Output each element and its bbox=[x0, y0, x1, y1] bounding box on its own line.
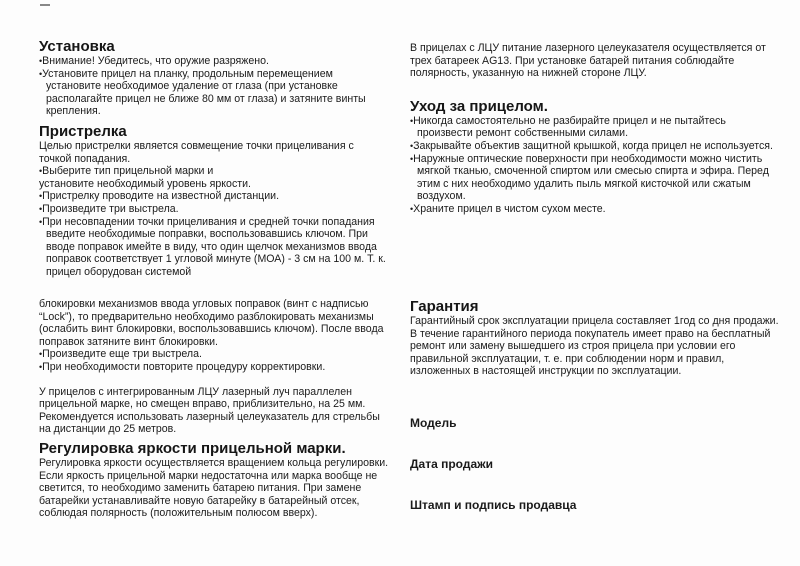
right-column-top bbox=[410, 42, 780, 216]
left-column-bottom bbox=[39, 298, 389, 520]
bullet-item: • Закрывайте объектив защитной крышкой, когда прицел не используется. bbox=[410, 140, 780, 153]
field-sale-date: Дата продажи bbox=[410, 457, 494, 471]
section-title-warranty: Гарантия bbox=[410, 298, 479, 315]
scan-mark bbox=[40, 4, 50, 6]
paragraph: У прицелов с интегрированным ЛЦУ лазерный луч параллелен прицельной марке, но смещен вправо, приблизительно, на 25 мм. Рекомендуется использовать лазерный целеуказатель для стрельбы на дистанции до 25 метров. bbox=[39, 385, 380, 436]
left-column-top bbox=[39, 38, 389, 279]
bullet-item: • При несовпадении точки прицеливания и средней точки попадания введите необходимые поправки, воспользовавшись ключом. При вводе поправок имейте в виду, что один щелчок механизмов ввода поправок соответствует 1 угловой минуте (МОА) - 3 см на 100 м. Т. к. прицел оборудован системой bbox=[39, 216, 389, 279]
bullet-item: • Установите прицел на планку, продольным перемещением установите необходимое удаление от глаза (при установке располагайте прицел не ближе 80 мм от глаза) и затяните винты крепления. bbox=[39, 68, 389, 118]
bullet-item: • Произведите три выстрела. bbox=[39, 203, 389, 216]
paragraph: В прицелах с ЛЦУ питание лазерного целеуказателя осуществляется от трех батареек AG13. При установке батарей питания соблюдайте полярность, указанную на нижней стороне ЛЦУ. bbox=[410, 42, 766, 80]
paragraph: Регулировка яркости осуществляется вращением кольца регулировки. Если яркость прицельной марки недостаточна или марка вообще не светится, то необходимо заменить батарею питания. При замене батарейки устанавливайте новую батарейку в батарейный отсек, соблюдая полярность (положительным полюсом вверх). bbox=[39, 456, 389, 520]
bullet-item: • Храните прицел в чистом сухом месте. bbox=[410, 203, 780, 216]
paragraph: блокировки механизмов ввода угловых поправок (винт с надписью “Lock”), то предварительно необходимо разблокировать механизмы (ослабить винт блокировки, воспользовавшись ключом). После ввода поправок затяните винт блокировки. bbox=[39, 298, 384, 348]
bullet-item: • При необходимости повторите процедуру корректировки. bbox=[39, 361, 389, 374]
field-stamp: Штамп и подпись продавца bbox=[410, 498, 577, 512]
section-title-care: Уход за прицелом. bbox=[410, 97, 548, 115]
bullet-item: • Никогда самостоятельно не разбирайте прицел и не пытайтесь произвести ремонт собственными силами. bbox=[410, 115, 780, 140]
paragraph: Целью пристрелки является совмещение точки прицеливания с точкой попадания. bbox=[39, 139, 354, 165]
bullet-item: • Произведите еще три выстрела. bbox=[39, 348, 389, 361]
bullet-item: • Выберите тип прицельной марки и bbox=[39, 165, 389, 178]
section-title-pristrelka: Пристрелка bbox=[39, 122, 127, 140]
bullet-item: • Наружные оптические поверхности при необходимости можно чистить мягкой тканью, смоченной спиртом или смесью спирта и эфира. Перед этим с них необходимо удалить пыль мягкой кисточкой или сжатым воздухом. bbox=[410, 153, 780, 203]
section-title-brightness: Регулировка яркости прицельной марки. bbox=[39, 439, 346, 457]
field-model: Модель bbox=[410, 416, 457, 430]
bullet-item: • Внимание! Убедитесь, что оружие разряжено. bbox=[39, 55, 389, 68]
right-column-bottom bbox=[410, 298, 780, 378]
section-title-ustanovka: Установка bbox=[39, 38, 115, 55]
paragraph: Гарантийный срок эксплуатации прицела составляет 1год со дня продажи. В течение гарантийного периода покупатель имеет право на бесплатный ремонт или замену вышедшего из строя прицела при условии его правильной эксплуатации, т. е. при соблюдении норм и правил, изложенных в настоящей инструкции по эксплуатации. bbox=[410, 315, 779, 378]
paragraph: установите необходимый уровень яркости. bbox=[39, 177, 251, 190]
bullet-item: • Пристрелку проводите на известной дистанции. bbox=[39, 190, 389, 203]
